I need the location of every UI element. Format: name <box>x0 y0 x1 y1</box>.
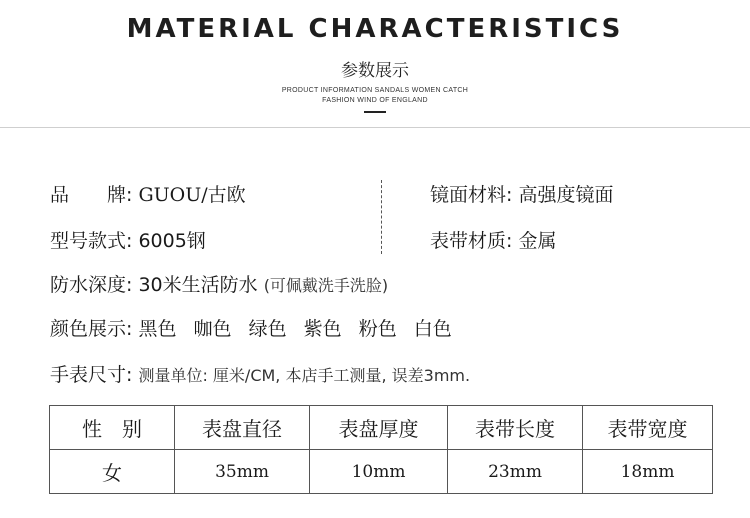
spec-model-label: 型号款式: <box>50 230 133 252</box>
spec-strap <box>430 226 556 253</box>
table-cell: 10mm <box>310 450 448 494</box>
spec-mirror <box>430 180 613 207</box>
table-cell: 35mm <box>175 450 310 494</box>
color-option: 紫色 <box>303 318 342 340</box>
table-cell: 18mm <box>583 450 713 494</box>
header-divider <box>0 127 750 128</box>
spec-colors-label: 颜色展示: <box>50 318 133 340</box>
spec-brand <box>50 180 246 207</box>
column-divider <box>381 180 382 254</box>
spec-size <box>50 360 470 387</box>
spec-mirror-label: 镜面材料: <box>430 184 513 206</box>
color-option: 咖色 <box>193 318 232 340</box>
spec-mirror-value: 高强度镜面 <box>518 184 614 206</box>
table-row <box>50 450 713 494</box>
spec-water-value: 30米生活防水 <box>138 274 258 296</box>
spec-brand-label: 品 牌: <box>50 184 133 206</box>
size-table <box>49 405 713 494</box>
spec-size-label: 手表尺寸: <box>50 364 133 386</box>
spec-model <box>50 226 206 253</box>
header <box>0 0 750 128</box>
color-option: 白色 <box>413 318 452 340</box>
tagline-2: FASHION WIND OF ENGLAND <box>322 97 428 104</box>
spec-water-note: (可佩戴洗手洗脸) <box>263 276 389 295</box>
table-header-cell: 性 别 <box>50 406 175 450</box>
page-title: MATERIAL CHARACTERISTICS <box>126 14 624 44</box>
table-header-row <box>50 406 713 450</box>
table-header-cell: 表带宽度 <box>583 406 713 450</box>
spec-strap-value: 金属 <box>518 230 557 252</box>
color-option: 黑色 <box>138 318 177 340</box>
table-header-cell: 表盘直径 <box>175 406 310 450</box>
spec-model-value: 6005钢 <box>138 230 206 252</box>
color-option: 粉色 <box>358 318 397 340</box>
table-cell: 23mm <box>448 450 583 494</box>
spec-water <box>50 270 388 297</box>
color-option: 绿色 <box>248 318 287 340</box>
title-underline <box>364 111 386 113</box>
spec-strap-label: 表带材质: <box>430 230 513 252</box>
spec-colors <box>50 314 463 341</box>
page-subtitle: 参数展示 <box>341 61 409 81</box>
table-cell: 女 <box>50 450 175 494</box>
spec-water-label: 防水深度: <box>50 274 133 296</box>
tagline-1: PRODUCT INFORMATION SANDALS WOMEN CATCH <box>281 87 469 94</box>
spec-size-value: 测量单位: 厘米/CM, 本店手工测量, 误差3mm. <box>138 366 471 385</box>
table-header-cell: 表盘厚度 <box>310 406 448 450</box>
spec-brand-value: GUOU/古欧 <box>138 184 246 206</box>
table-header-cell: 表带长度 <box>448 406 583 450</box>
